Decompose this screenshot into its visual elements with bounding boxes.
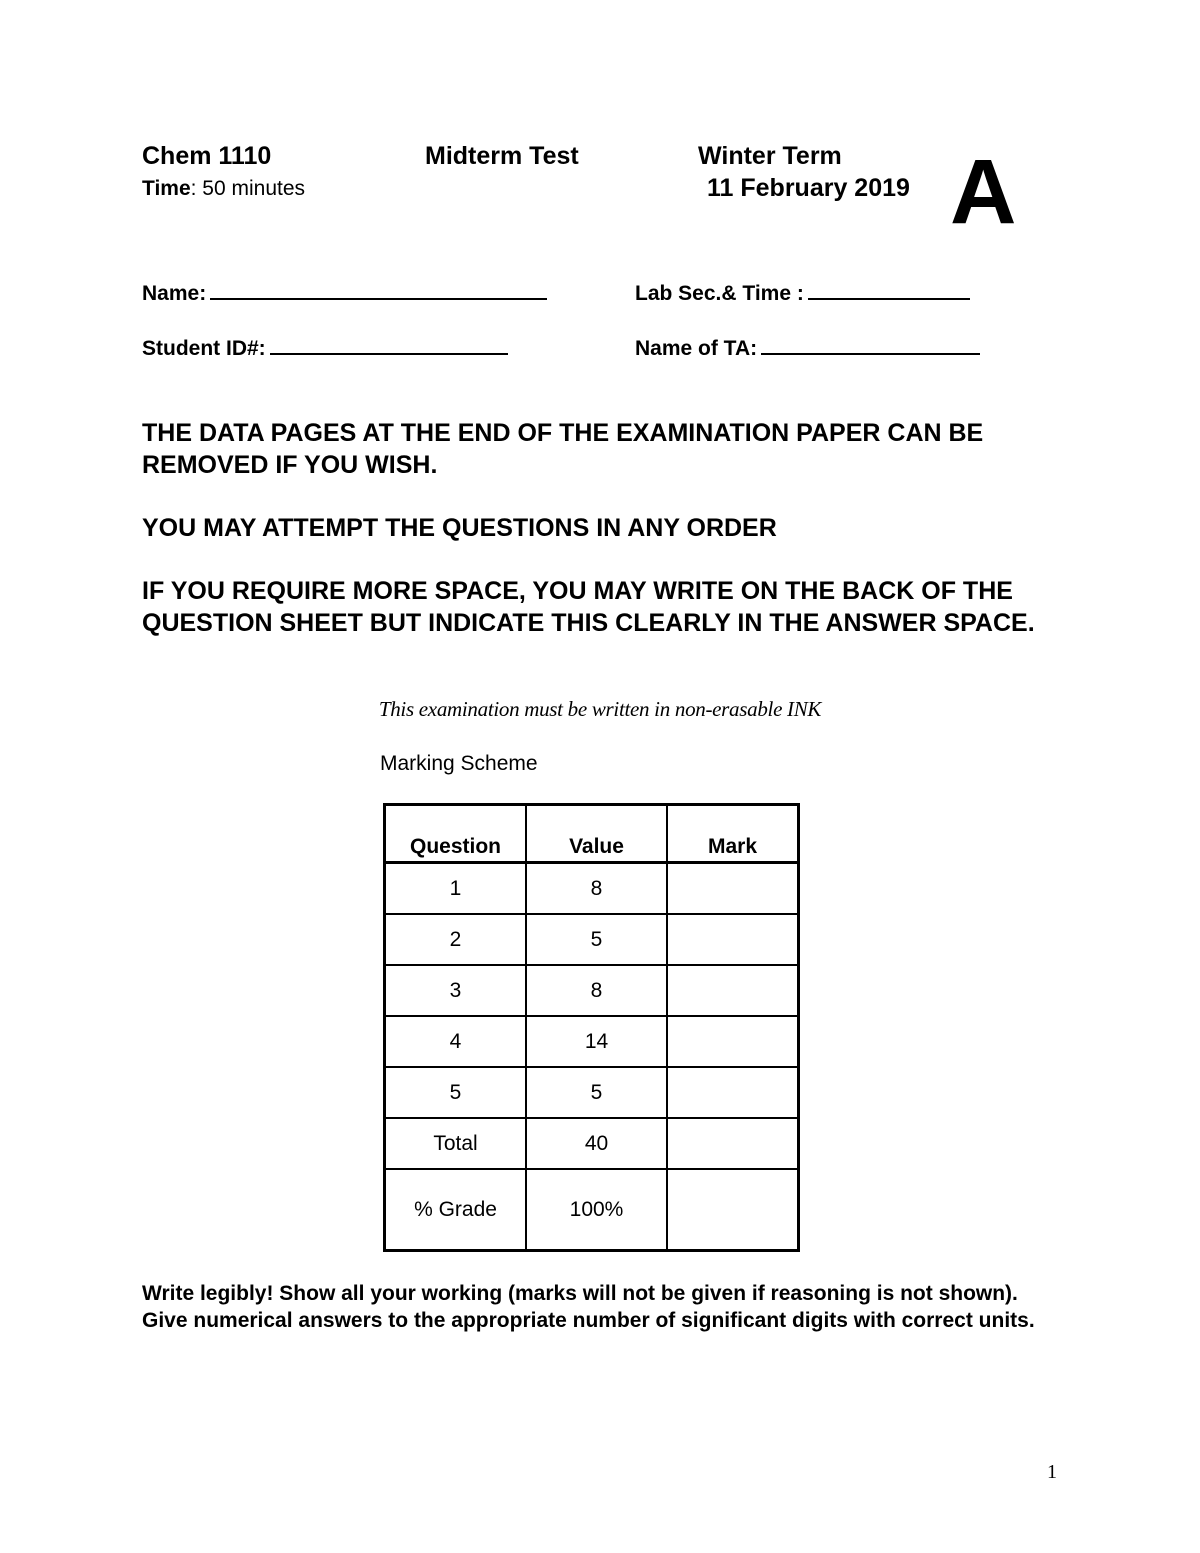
time-label: Time xyxy=(142,177,191,200)
marking-scheme-table xyxy=(383,803,800,1252)
lab-input[interactable] xyxy=(808,278,970,300)
question-cell: 2 xyxy=(385,914,527,965)
question-cell: 3 xyxy=(385,965,527,1016)
value-cell: 100% xyxy=(526,1169,667,1251)
instruction-data-pages: THE DATA PAGES AT THE END OF THE EXAMINATION PAPER CAN BE REMOVED IF YOU WISH. xyxy=(142,419,984,479)
instruction-order: YOU MAY ATTEMPT THE QUESTIONS IN ANY ORDER xyxy=(142,514,777,542)
table-row-total xyxy=(385,1118,799,1169)
question-cell: 4 xyxy=(385,1016,527,1067)
table-row xyxy=(385,863,799,915)
name-label: Name: xyxy=(142,282,207,305)
table-header-row xyxy=(385,805,799,863)
footer-instructions: Write legibly! Show all your working (marks will not be given if reasoning is not shown). Give numerical answers to the appropriate number of significant digits with correct units. xyxy=(142,1282,1035,1332)
ta-input[interactable] xyxy=(761,333,980,355)
time-value: : 50 minutes xyxy=(190,177,306,200)
question-cell: 5 xyxy=(385,1067,527,1118)
table-row-grade xyxy=(385,1169,799,1251)
ink-note: This examination must be written in non-erasable INK xyxy=(378,697,822,721)
table-row xyxy=(385,914,799,965)
student-id-field xyxy=(142,333,508,361)
header-question: Question xyxy=(385,805,527,863)
exam-version: A xyxy=(950,141,1017,243)
table-row xyxy=(385,1016,799,1067)
value-cell: 5 xyxy=(526,914,667,965)
student-id-label: Student ID#: xyxy=(142,337,266,360)
lab-label: Lab Sec.& Time : xyxy=(635,282,804,305)
question-cell: % Grade xyxy=(385,1169,527,1251)
exam-date: 11 February 2019 xyxy=(707,174,910,202)
test-title: Midterm Test xyxy=(425,142,579,170)
page-number: 1 xyxy=(1047,1461,1057,1483)
table-row xyxy=(385,965,799,1016)
value-cell: 5 xyxy=(526,1067,667,1118)
value-cell: 14 xyxy=(526,1016,667,1067)
mark-cell[interactable] xyxy=(667,914,799,965)
value-cell: 8 xyxy=(526,863,667,915)
instruction-space: IF YOU REQUIRE MORE SPACE, YOU MAY WRITE ON THE BACK OF THE QUESTION SHEET BUT INDICATE THIS CLEARLY IN THE ANSWER SPACE. xyxy=(142,577,1035,637)
question-cell: 1 xyxy=(385,863,527,915)
marking-scheme-title: Marking Scheme xyxy=(380,752,538,775)
mark-cell[interactable] xyxy=(667,1118,799,1169)
mark-cell[interactable] xyxy=(667,965,799,1016)
ta-field xyxy=(635,333,980,361)
course-title: Chem 1110 xyxy=(142,142,272,170)
table-row xyxy=(385,1067,799,1118)
student-id-input[interactable] xyxy=(270,333,508,355)
mark-cell[interactable] xyxy=(667,1067,799,1118)
value-cell: 40 xyxy=(526,1118,667,1169)
mark-cell[interactable] xyxy=(667,863,799,915)
header-value: Value xyxy=(526,805,667,863)
name-field xyxy=(142,278,547,306)
header-mark: Mark xyxy=(667,805,799,863)
term-label: Winter Term xyxy=(698,142,842,170)
value-cell: 8 xyxy=(526,965,667,1016)
question-cell: Total xyxy=(385,1118,527,1169)
ta-label: Name of TA: xyxy=(635,337,758,360)
time-line xyxy=(142,177,305,201)
mark-cell[interactable] xyxy=(667,1016,799,1067)
name-input[interactable] xyxy=(210,278,547,300)
lab-field xyxy=(635,278,970,306)
mark-cell[interactable] xyxy=(667,1169,799,1251)
